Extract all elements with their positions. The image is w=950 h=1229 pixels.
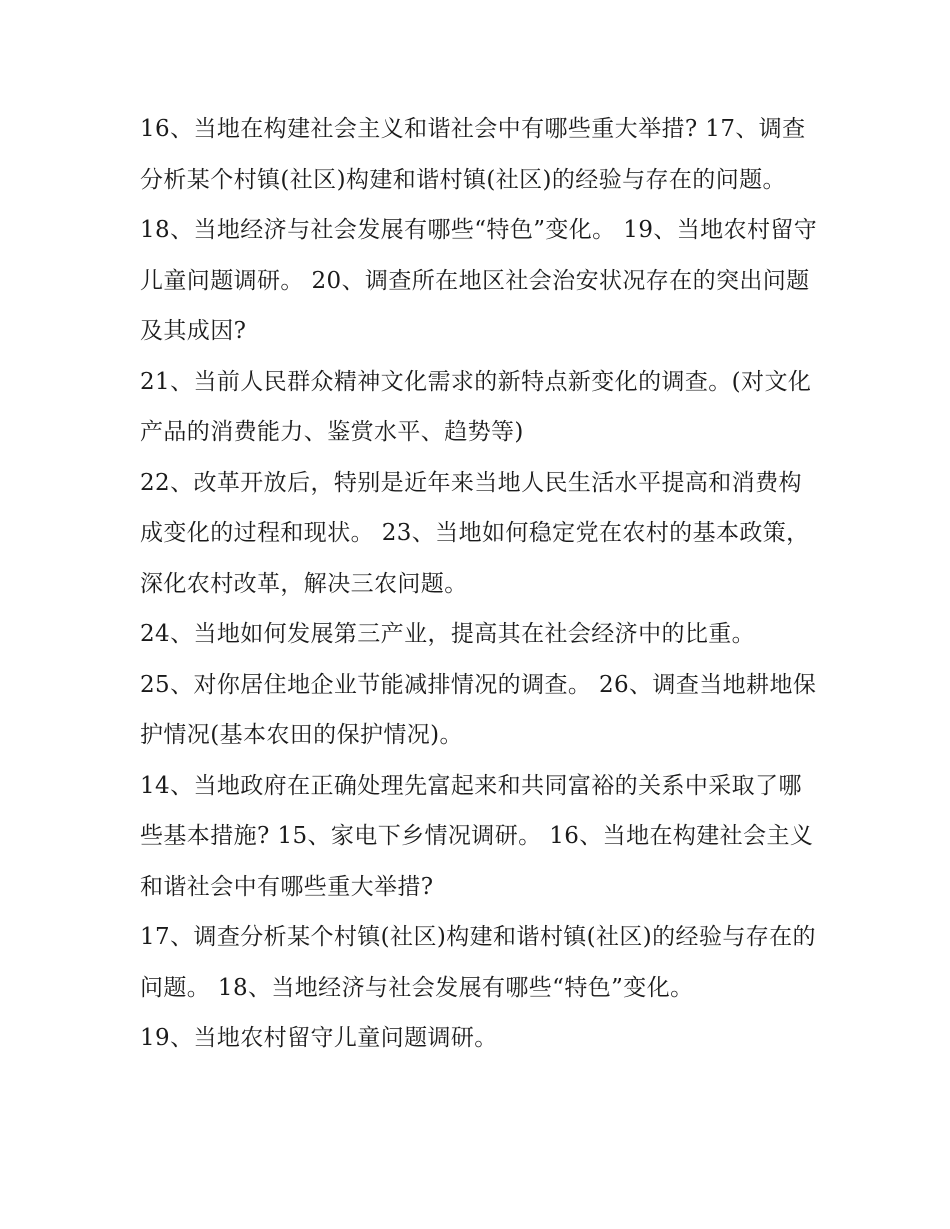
paragraph-topics-25-26: 25、对你居住地企业节能减排情况的调查。 26、调查当地耕地保护情况(基本农田的保护情况)。 [140,671,817,748]
paragraph-topic-24: 24、当地如何发展第三产业，提高其在社会经济中的比重。 [140,621,756,647]
paragraph-topics-16-17: 16、当地在构建社会主义和谐社会中有哪些重大举措? 17、调查分析某个村镇(社区)构建和谐村镇(社区)的经验与存在的问题。 [140,116,806,193]
document-body [140,104,820,1064]
paragraph-topics-14-16: 14、当地政府在正确处理先富起来和共同富裕的关系中采取了哪些基本措施? 15、家电下乡情况调研。 16、当地在构建社会主义和谐社会中有哪些重大举措? [140,772,814,900]
paragraph-topic-21: 21、当前人民群众精神文化需求的新特点新变化的调查。(对文化产品的消费能力、鉴赏水平、趋势等) [140,368,812,445]
paragraph-topic-19: 19、当地农村留守儿童问题调研。 [140,1025,498,1051]
paragraph-topics-18-20: 18、当地经济与社会发展有哪些“特色”变化。 19、当地农村留守儿童问题调研。 20、调查所在地区社会治安状况存在的突出问题及其成因? [140,217,818,344]
paragraph-topics-17-18: 17、调查分析某个村镇(社区)构建和谐村镇(社区)的经验与存在的问题。 18、当地经济与社会发展有哪些“特色”变化。 [140,924,816,1001]
paragraph-topics-22-23: 22、改革开放后，特别是近年来当地人民生活水平提高和消费构成变化的过程和现状。 23、当地如何稳定党在农村的基本政策，深化农村改革，解决三农问题。 [140,469,810,597]
